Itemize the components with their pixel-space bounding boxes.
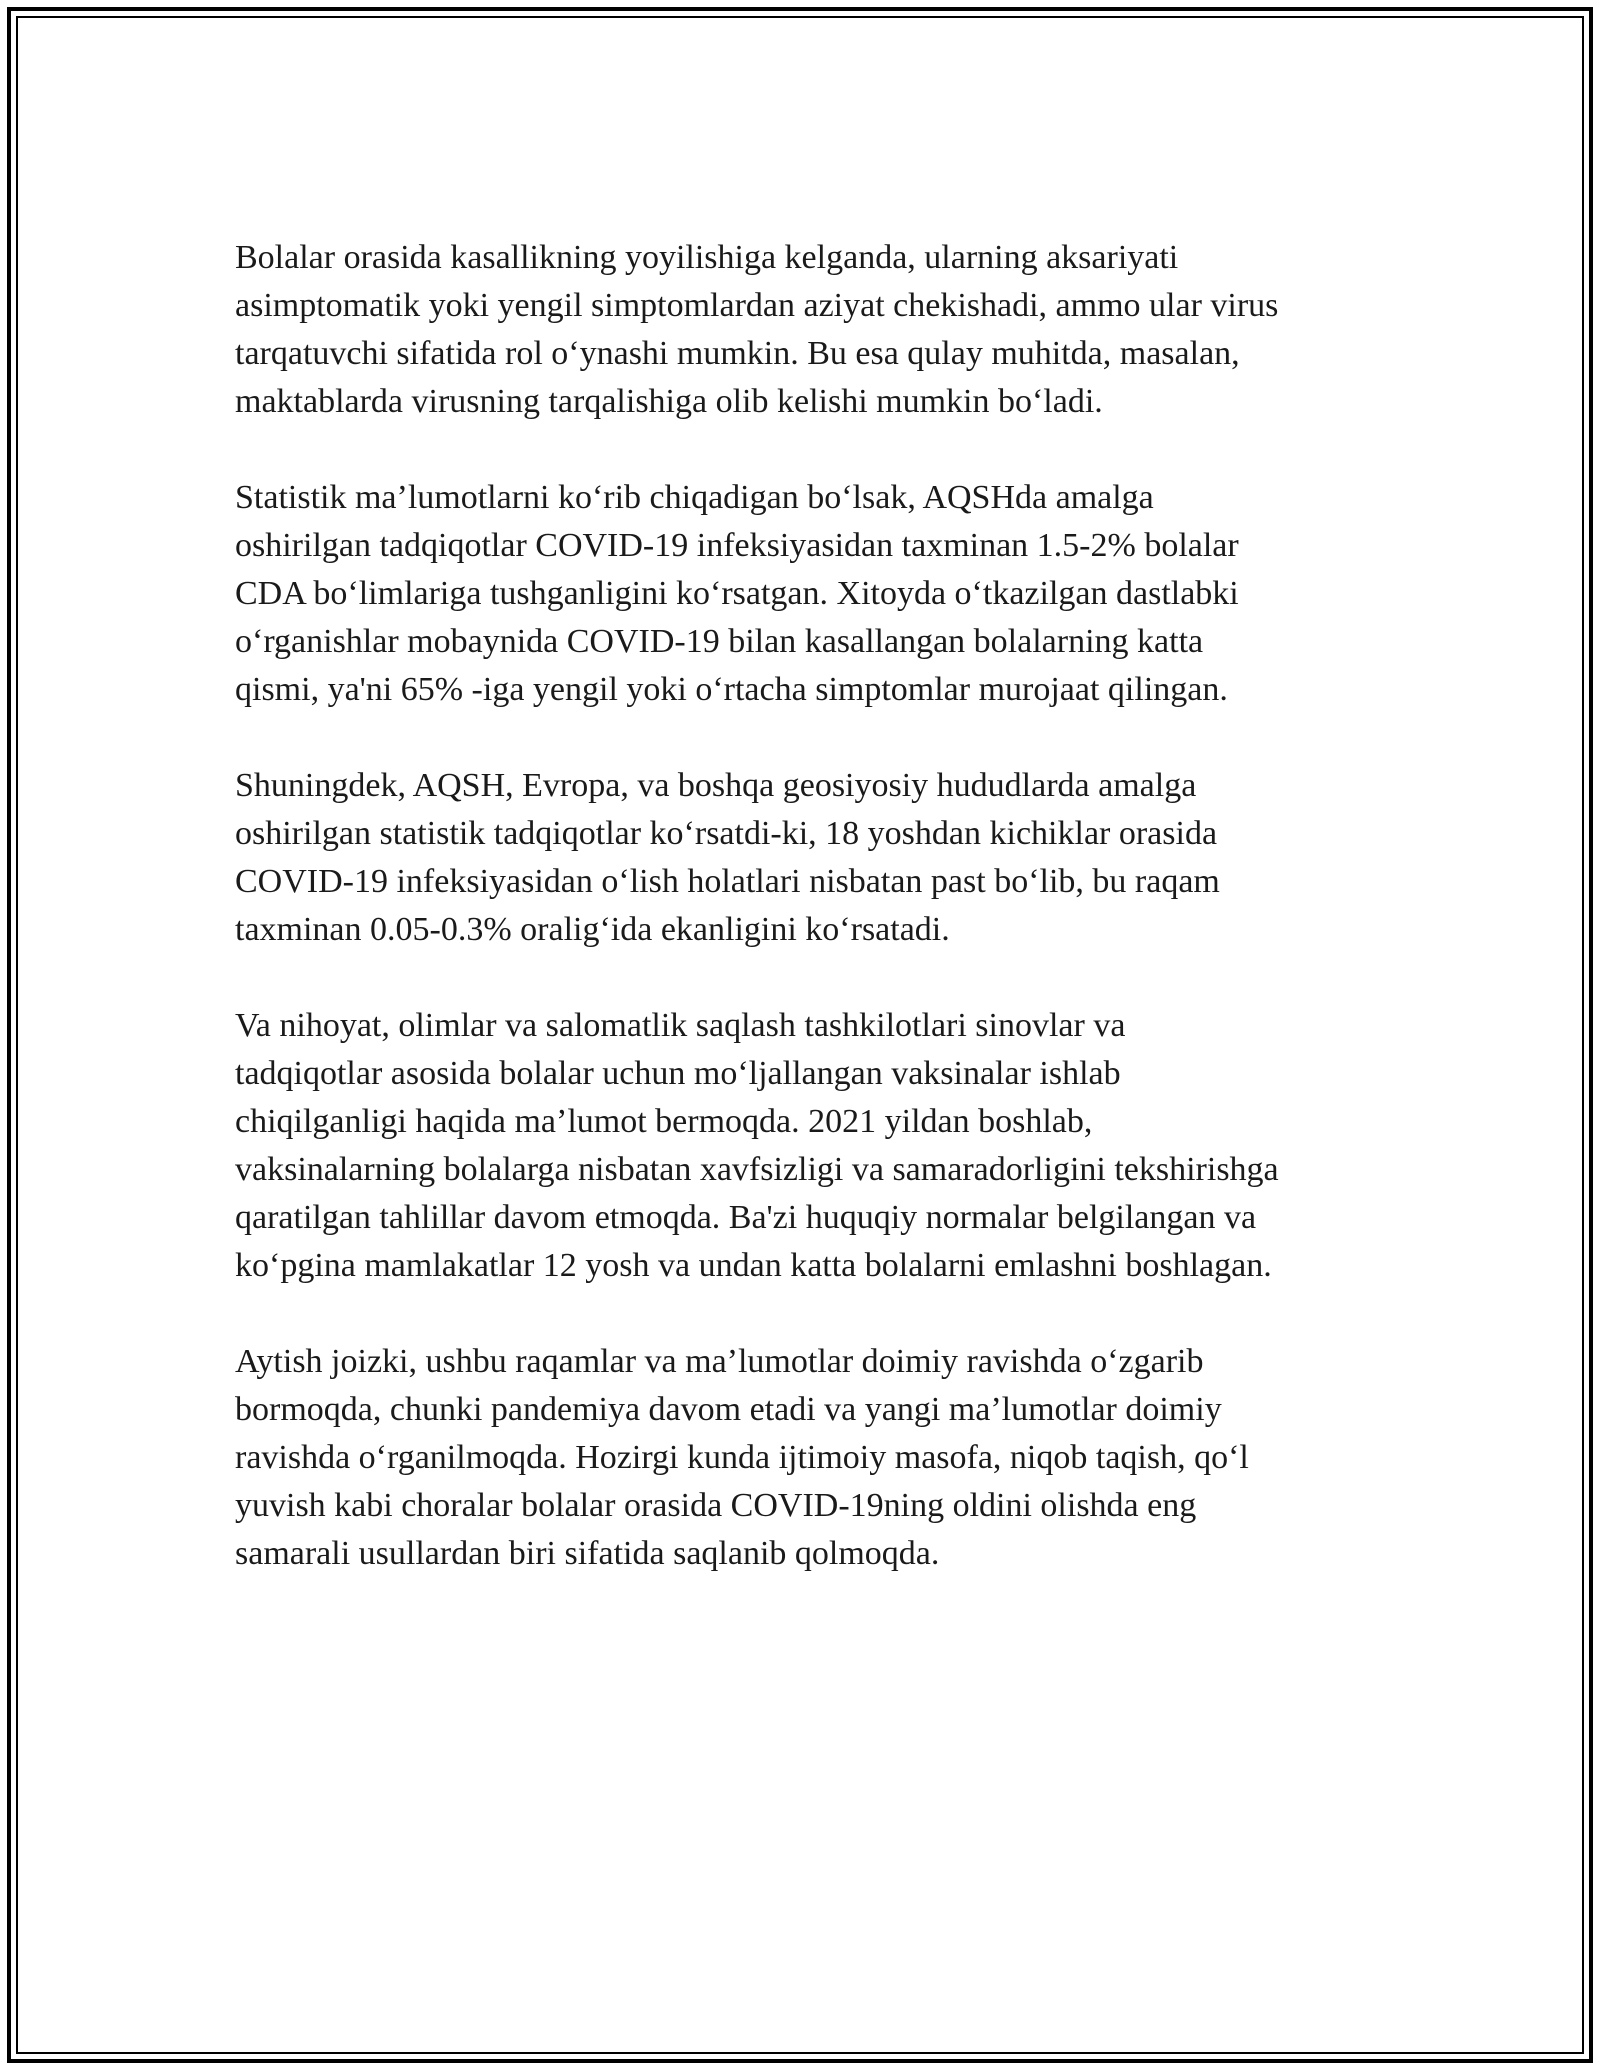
text-line: ko‘pgina mamlakatlar 12 yosh va undan katta bolalarni emlashni boshlagan.: [235, 1247, 1272, 1284]
text-line: o‘rganishlar mobaynida COVID-19 bilan kasallangan bolalarning katta: [235, 623, 1204, 660]
paragraph-2: [235, 474, 1375, 714]
paragraph-1: [235, 234, 1375, 426]
text-line: bormoqda, chunki pandemiya davom etadi va yangi ma’lumotlar doimiy: [235, 1391, 1222, 1428]
text-line: tadqiqotlar asosida bolalar uchun mo‘ljallangan vaksinalar ishlab: [235, 1055, 1121, 1092]
text-line: oshirilgan statistik tadqiqotlar ko‘rsatdi-ki, 18 yoshdan kichiklar orasida: [235, 815, 1218, 852]
text-line: CDA bo‘limlariga tushganligini ko‘rsatgan. Xitoyda o‘tkazilgan dastlabki: [235, 575, 1239, 612]
text-line: Statistik ma’lumotlarni ko‘rib chiqadigan bo‘lsak, AQSHda amalga: [235, 479, 1154, 516]
text-line: Va nihoyat, olimlar va salomatlik saqlash tashkilotlari sinovlar va: [235, 1007, 1126, 1044]
text-line: yuvish kabi choralar bolalar orasida COVID-19ning oldini olishda eng: [235, 1487, 1197, 1524]
document-body: [235, 234, 1375, 1626]
text-line: Bolalar orasida kasallikning yoyilishiga kelganda, ularning aksariyati: [235, 239, 1179, 276]
text-line: ravishda o‘rganilmoqda. Hozirgi kunda ijtimoiy masofa, niqob taqish, qo‘l: [235, 1439, 1249, 1476]
text-line: samarali usullardan biri sifatida saqlanib qolmoqda.: [235, 1535, 940, 1572]
text-line: Shuningdek, AQSH, Evropa, va boshqa geosiyosiy hududlarda amalga: [235, 767, 1197, 804]
text-line: COVID-19 infeksiyasidan o‘lish holatlari nisbatan past bo‘lib, bu raqam: [235, 863, 1220, 900]
paragraph-4: [235, 1002, 1375, 1290]
text-line: maktablarda virusning tarqalishiga olib kelishi mumkin bo‘ladi.: [235, 383, 1103, 420]
text-line: tarqatuvchi sifatida rol o‘ynashi mumkin. Bu esa qulay muhitda, masalan,: [235, 335, 1240, 372]
text-line: taxminan 0.05-0.3% oralig‘ida ekanligini ko‘rsatadi.: [235, 911, 950, 948]
text-line: oshirilgan tadqiqotlar COVID-19 infeksiyasidan taxminan 1.5-2% bolalar: [235, 527, 1239, 564]
text-line: chiqilganligi haqida ma’lumot bermoqda. 2021 yildan boshlab,: [235, 1103, 1093, 1140]
paragraph-5: [235, 1338, 1375, 1578]
paragraph-3: [235, 762, 1375, 954]
text-line: vaksinalarning bolalarga nisbatan xavfsizligi va samaradorligini tekshirishga: [235, 1151, 1279, 1188]
text-line: asimptomatik yoki yengil simptomlardan aziyat chekishadi, ammo ular virus: [235, 287, 1279, 324]
text-line: qismi, ya'ni 65% -iga yengil yoki o‘rtacha simptomlar murojaat qilingan.: [235, 671, 1228, 708]
text-line: qaratilgan tahlillar davom etmoqda. Ba'zi huquqiy normalar belgilangan va: [235, 1199, 1257, 1236]
text-line: Aytish joizki, ushbu raqamlar va ma’lumotlar doimiy ravishda o‘zgarib: [235, 1343, 1204, 1380]
